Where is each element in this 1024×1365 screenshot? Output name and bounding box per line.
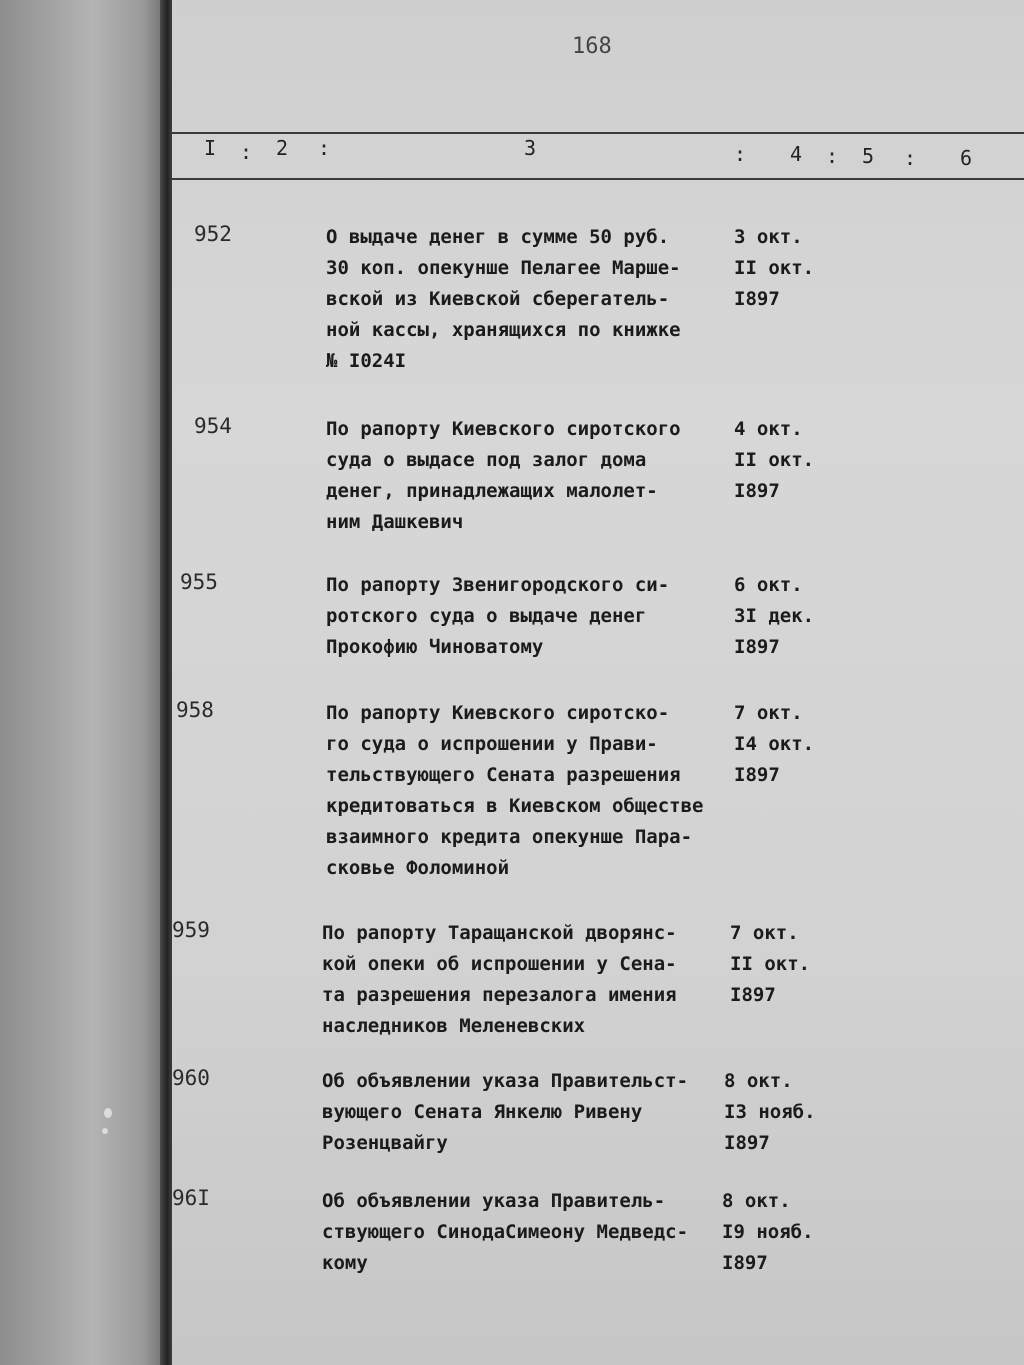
description-line: та разрешения перезалога имения <box>322 984 677 1006</box>
entry-number: 96I <box>172 1186 210 1210</box>
description-line: По рапорту Таращанской дворянс- <box>322 922 677 944</box>
header-rule-top <box>172 132 1024 134</box>
entry-description <box>322 1066 732 1159</box>
description-line: По рапорту Киевского сиротского <box>326 418 681 440</box>
entry-dates <box>734 222 824 315</box>
start-date: 7 окт. <box>734 702 803 724</box>
description-line: кой опеки об испрошении у Сена- <box>322 953 677 975</box>
end-date: II окт. <box>730 953 811 975</box>
header-rule-bottom <box>172 178 1024 180</box>
description-line: наследников Меленевских <box>322 1015 586 1037</box>
end-date: II окт. <box>734 449 815 471</box>
column-separator: : <box>734 142 747 166</box>
entry-description <box>322 1186 732 1279</box>
start-date: 8 окт. <box>722 1190 791 1212</box>
description-line: ротского суда о выдаче денег <box>326 605 647 627</box>
description-line: 30 коп. опекунше Пелагее Марше- <box>326 257 681 279</box>
entry-number: 960 <box>172 1066 210 1090</box>
description-line: По рапорту Киевского сиротско- <box>326 702 670 724</box>
column-separator: : <box>904 146 917 170</box>
entry-description <box>326 570 736 663</box>
year: I897 <box>724 1132 770 1154</box>
description-line: сковье Фоломиной <box>326 857 510 879</box>
column-2-label: 2 <box>276 136 289 160</box>
entry-number: 954 <box>194 414 232 438</box>
column-separator: : <box>826 144 839 168</box>
column-4-label: 4 <box>790 142 803 166</box>
year: I897 <box>722 1252 768 1274</box>
year: I897 <box>734 288 780 310</box>
column-separator: : <box>240 140 253 164</box>
description-line: суда о выдасе под залог дома <box>326 449 647 471</box>
end-date: II окт. <box>734 257 815 279</box>
year: I897 <box>730 984 776 1006</box>
column-5-label: 5 <box>862 144 875 168</box>
entry-description <box>326 222 736 377</box>
description-line: го суда о испрошении у Прави- <box>326 733 658 755</box>
start-date: 3 окт. <box>734 226 803 248</box>
entry-number: 955 <box>180 570 218 594</box>
year: I897 <box>734 636 780 658</box>
year: I897 <box>734 480 780 502</box>
description-line: № I024I <box>326 350 407 372</box>
entry-dates <box>722 1186 812 1279</box>
entry-description <box>322 918 732 1042</box>
entry-dates <box>734 570 824 663</box>
entry-description <box>326 698 736 884</box>
description-line: Розенцвайгу <box>322 1132 448 1154</box>
start-date: 7 окт. <box>730 922 799 944</box>
paper-mark <box>102 1128 108 1134</box>
entry-dates <box>734 698 824 791</box>
end-date: 3I дек. <box>734 605 815 627</box>
start-date: 8 окт. <box>724 1070 793 1092</box>
description-line: Прокофию Чиноватому <box>326 636 544 658</box>
column-3-label: 3 <box>524 136 537 160</box>
column-1-label: I <box>204 136 217 160</box>
start-date: 6 окт. <box>734 574 803 596</box>
description-line: Об объявлении указа Правитель- <box>322 1190 666 1212</box>
description-line: вской из Киевской сберегатель- <box>326 288 670 310</box>
description-line: вующего Сената Янкелю Ривену <box>322 1101 643 1123</box>
description-line: ствующего СинодаСимеону Медведс- <box>322 1221 689 1243</box>
description-line: тельствующего Сената разрешения <box>326 764 681 786</box>
left-page <box>0 0 168 1365</box>
end-date: I9 нояб. <box>722 1221 814 1243</box>
right-page <box>172 0 1024 1365</box>
page-number: 168 <box>572 34 612 59</box>
year: I897 <box>734 764 780 786</box>
description-line: взаимного кредита опекунше Пара- <box>326 826 693 848</box>
description-line: О выдаче денег в сумме 50 руб. <box>326 226 670 248</box>
entry-dates <box>730 918 820 1011</box>
column-6-label: 6 <box>960 146 973 170</box>
entry-number: 959 <box>172 918 210 942</box>
entry-number: 952 <box>194 222 232 246</box>
entry-dates <box>734 414 824 507</box>
entry-description <box>326 414 736 538</box>
description-line: денег, принадлежащих малолет- <box>326 480 658 502</box>
end-date: I3 нояб. <box>724 1101 816 1123</box>
description-line: кому <box>322 1252 368 1274</box>
entry-dates <box>724 1066 814 1159</box>
column-separator: : <box>318 136 331 160</box>
end-date: I4 окт. <box>734 733 815 755</box>
paper-mark <box>104 1108 112 1118</box>
description-line: По рапорту Звенигородского си- <box>326 574 670 596</box>
column-header-row <box>0 136 1024 176</box>
description-line: кредитоваться в Киевском обществе <box>326 795 704 817</box>
description-line: ной кассы, хранящихся по книжке <box>326 319 681 341</box>
entry-number: 958 <box>176 698 214 722</box>
description-line: ним Дашкевич <box>326 511 464 533</box>
description-line: Об объявлении указа Правительст- <box>322 1070 689 1092</box>
start-date: 4 окт. <box>734 418 803 440</box>
